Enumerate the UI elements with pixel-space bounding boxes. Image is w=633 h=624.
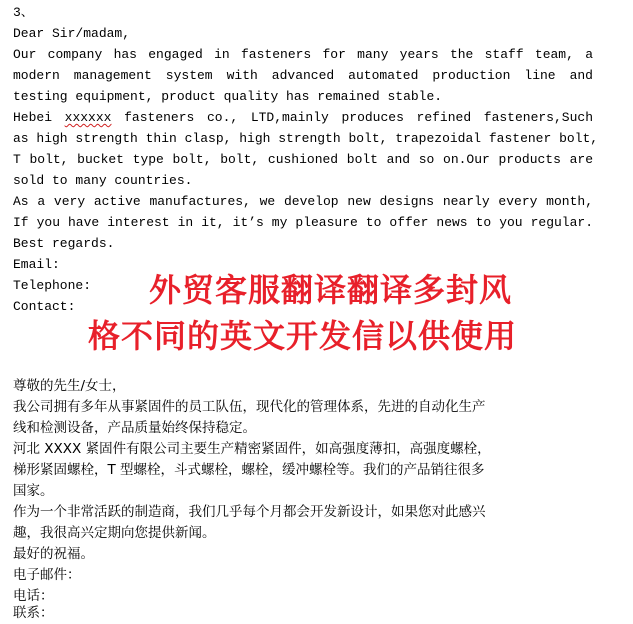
- chinese-contact-label: 联系：: [13, 605, 54, 621]
- english-line: As a very active manufactures, we develop new designs nearly every month,: [13, 194, 593, 209]
- chinese-line: 我公司拥有多年从事紧固件的员工队伍，现代化的管理体系，先进的自动化生产: [13, 399, 486, 415]
- chinese-line: 线和检测设备，产品质量始终保持稳定。: [13, 420, 256, 436]
- email-label: Email:: [13, 257, 60, 272]
- chinese-line: 作为一个非常活跃的制造商，我们几乎每个月都会开发新设计，如果您对此感兴: [13, 504, 486, 520]
- english-line: sold to many countries.: [13, 173, 193, 188]
- contact-label: Contact:: [13, 299, 76, 314]
- company-suffix: fasteners co., LTD,mainly produces refined fasteners,Such: [111, 110, 593, 125]
- english-line: as high strength thin clasp, high strength bolt, trapezoidal fastener bolt,: [13, 131, 599, 146]
- telephone-label: Telephone:: [13, 278, 92, 293]
- banner-line-2: 格不同的英文开发信以供使用: [87, 317, 517, 355]
- english-line: testing equipment, product quality has remained stable.: [13, 89, 443, 104]
- english-line: Our company has engaged in fasteners for many years the staff team, a: [13, 47, 593, 62]
- company-name-misspelled: xxxxxx: [64, 110, 112, 125]
- chinese-line: 趣，我很高兴定期向您提供新闻。: [13, 525, 216, 541]
- english-line: T bolt, bucket type bolt, bolt, cushioned bolt and so on.Our products are: [13, 152, 593, 167]
- english-line-company: [13, 107, 593, 128]
- english-line: If you have interest in it, it’s my pleasure to offer news to you regular.: [13, 215, 593, 230]
- chinese-greeting: 尊敬的先生/女士，: [13, 378, 126, 394]
- chinese-closing: 最好的祝福。: [13, 546, 94, 562]
- chinese-line: 河北 XXXX 紧固件有限公司主要生产精密紧固件，如高强度薄扣，高强度螺栓，: [13, 441, 491, 457]
- chinese-line: 梯形紧固螺栓，T 型螺栓，斗式螺栓，螺栓，缓冲螺栓等。我们的产品销往很多: [13, 462, 485, 478]
- chinese-line: 国家。: [13, 483, 54, 499]
- chinese-telephone-label: 电话：: [13, 588, 54, 604]
- english-line: modern management system with advanced automated production line and: [13, 68, 593, 83]
- banner-line-1: 外贸客服翻译翻译多封风: [148, 271, 512, 309]
- english-closing: Best regards.: [13, 236, 115, 251]
- company-prefix: Hebei: [13, 110, 65, 125]
- english-greeting: Dear Sir/madam,: [13, 26, 131, 41]
- letter-number: 3、: [13, 5, 34, 20]
- chinese-email-label: 电子邮件：: [13, 567, 81, 583]
